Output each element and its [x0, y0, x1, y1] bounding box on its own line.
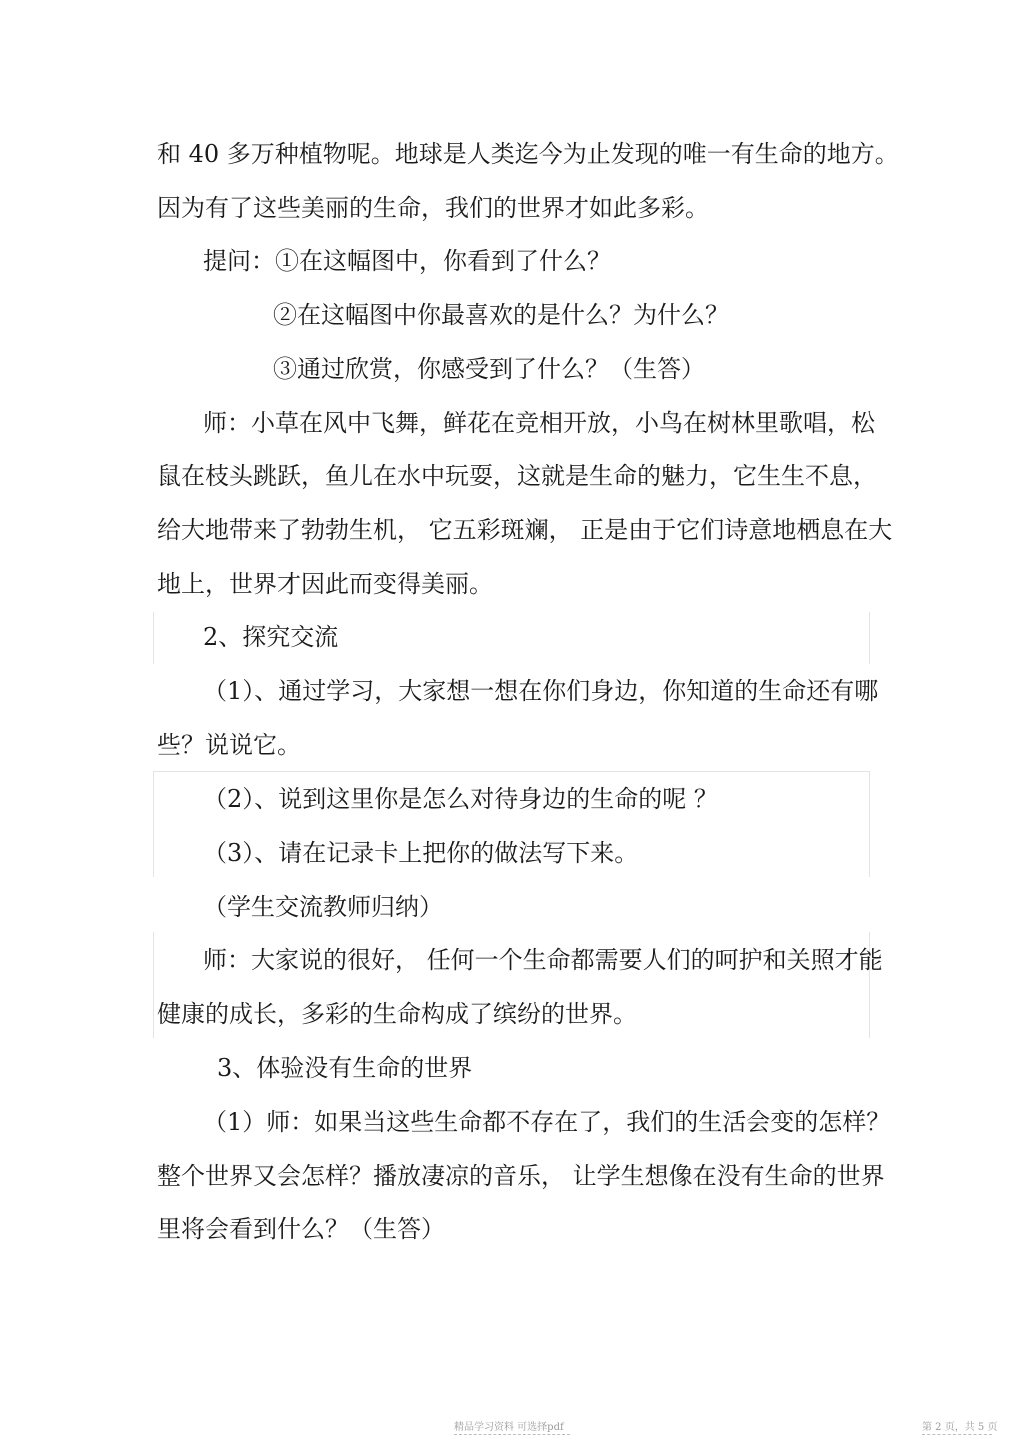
footer-left-dash	[454, 1434, 570, 1435]
question-item: ②在这幅图中你最喜欢的是什么？为什么？	[273, 301, 729, 329]
frame-top-2	[153, 771, 870, 772]
question-item: ③通过欣赏，你感受到了什么？（生答）	[273, 355, 705, 383]
text-line: 些？说说它。	[157, 731, 301, 759]
text-line: （2）、说到这里你是怎么对待身边的生命的呢 ？	[203, 785, 718, 813]
text-line: 地上，世界才因此而变得美丽。	[157, 570, 493, 598]
text-line: （3）、请在记录卡上把你的做法写下来。	[203, 839, 639, 867]
text-line: （1）、通过学习，大家想一想在你们身边，你知道的生命还有哪	[203, 677, 879, 705]
frame-left-1	[153, 612, 154, 664]
text-line: 师：大家说的很好， 任何一个生命都需要人们的呵护和关照才能	[203, 946, 883, 974]
text-line: 给大地带来了勃勃生机， 它五彩斑斓， 正是由于它们诗意地栖息在大	[157, 516, 893, 544]
section-heading: 3、体验没有生命的世界	[217, 1054, 473, 1082]
footer-left-text: 精品学习资料 可选择pdf	[454, 1422, 564, 1433]
text-line: 师：小草在风中飞舞，鲜花在竞相开放，小鸟在树林里歌唱，松	[203, 409, 875, 437]
frame-left-2	[153, 771, 154, 877]
frame-left-3	[153, 932, 154, 1038]
text-line: 里将会看到什么？（生答）	[157, 1215, 445, 1243]
frame-right-2	[869, 771, 870, 877]
text-line: 健康的成长，多彩的生命构成了缤纷的世界。	[157, 1000, 637, 1028]
text-line: （1）师：如果当这些生命都不存在了，我们的生活会变的怎样？	[203, 1108, 891, 1136]
page-number: 第 2 页，共 5 页	[922, 1422, 998, 1433]
section-heading: 2、探究交流	[203, 623, 339, 651]
text-line: 鼠在枝头跳跃，鱼儿在水中玩耍，这就是生命的魅力，它生生不息，	[157, 462, 877, 490]
question-heading: 提问：①在这幅图中，你看到了什么？	[203, 247, 611, 275]
text-line: （学生交流教师归纳）	[203, 893, 443, 921]
footer-right-dash	[922, 1434, 992, 1435]
text-line: 因为有了这些美丽的生命，我们的世界才如此多彩。	[157, 194, 709, 222]
frame-right-1	[869, 612, 870, 664]
text-line: 和 40 多万种植物呢。地球是人类迄今为止发现的唯一有生命的地方。	[157, 140, 899, 168]
text-line: 整个世界又会怎样？播放凄凉的音乐， 让学生想像在没有生命的世界	[157, 1162, 885, 1190]
